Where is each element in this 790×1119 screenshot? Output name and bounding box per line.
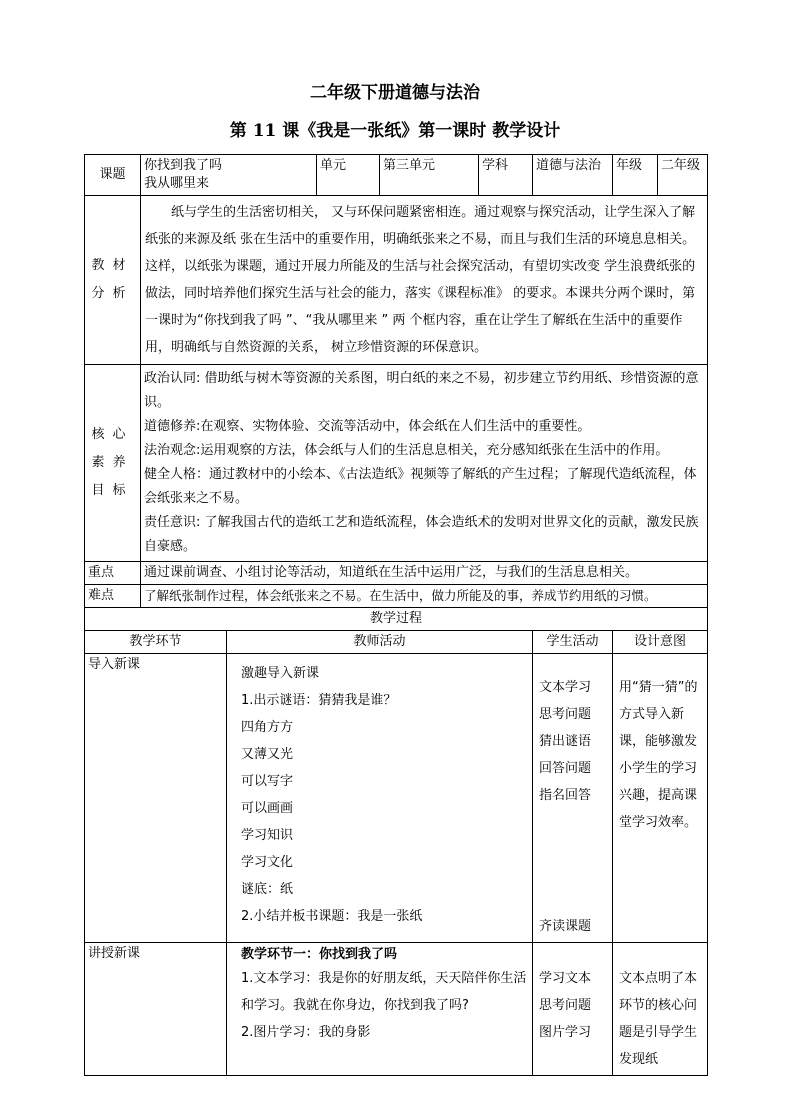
unit-value: 第三单元	[380, 155, 479, 196]
teacher-line: 学习文化	[241, 855, 294, 870]
teacher-line: 1.文本学习：我是你的好朋友纸，天天陪伴你生活和学习。我就在你身边，你找到我了吗?	[241, 971, 527, 1013]
teacher-line: 可以写字	[241, 774, 294, 789]
lesson-title: 第 11 课《我是一张纸》第一课时 教学设计	[229, 121, 561, 141]
grade-value: 二年级	[658, 155, 708, 196]
teacher-line: 谜底：纸	[241, 882, 294, 897]
teacher-line: 又薄又光	[241, 747, 294, 762]
analysis-row	[85, 196, 708, 365]
student-intro	[533, 654, 613, 943]
teacher-line: 1.出示谜语：猜猜我是谁？	[241, 693, 397, 708]
analysis-label: 教材分析	[85, 196, 141, 365]
intent-new: 文本点明了本环节的核心问题是引导学生发现纸	[613, 943, 708, 1076]
goal-item: 道德修养:在观察、实物体验、交流等活动中，体会纸在人们生活中的重要性。	[144, 419, 591, 434]
unit-label: 单元	[317, 155, 380, 196]
subject-label: 学科	[479, 155, 533, 196]
teacher-line: 2.图片学习：我的身影	[241, 1025, 371, 1040]
process-title: 教学过程	[85, 608, 708, 631]
student-line: 思考问题	[539, 998, 592, 1013]
goal-item: 健全人格：通过教材中的小绘本、《古法造纸》视频等了解纸的产生过程；了解现代造纸流程，体会纸张来之不易。	[144, 467, 697, 506]
info-row	[85, 155, 708, 196]
process-header-row	[85, 631, 708, 654]
student-line: 指名回答	[539, 788, 592, 803]
goals-row	[85, 365, 708, 562]
teacher-intro	[227, 654, 533, 943]
document-title: 二年级下册道德与法治	[310, 83, 480, 103]
goal-item: 法治观念:运用观察的方法，体会纸与人们的生活息息相关，充分感知纸张在生活中的作用。	[144, 443, 669, 458]
goals-cell	[141, 365, 708, 562]
header-stage: 教学环节	[85, 631, 227, 654]
teacher-heading: 教学环节一：你找到我了吗	[241, 947, 398, 962]
teacher-line: 激趣导入新课	[241, 666, 320, 681]
student-line: 思考问题	[539, 707, 592, 722]
header-teacher: 教师活动	[227, 631, 533, 654]
student-line: 齐读课题	[539, 919, 592, 934]
lesson-plan-table	[84, 154, 708, 1076]
teacher-line: 学习知识	[241, 828, 294, 843]
process-row-intro	[85, 654, 708, 943]
stage-new: 讲授新课	[85, 943, 227, 1076]
key-point-text: 通过课前调查、小组讨论等活动，知道纸在生活中运用广泛，与我们的生活息息相关。	[141, 562, 708, 585]
header-student: 学生活动	[533, 631, 613, 654]
teacher-line: 2.小结并板书课题：我是一张纸	[241, 909, 423, 924]
stage-intro: 导入新课	[85, 654, 227, 943]
header-intent: 设计意图	[613, 631, 708, 654]
topic-line-1: 你找到我了吗	[144, 158, 223, 173]
student-line: 图片学习	[539, 1025, 592, 1040]
subject-value: 道德与法治	[533, 155, 613, 196]
topic-line-2: 我从哪里来	[144, 176, 210, 191]
grade-label: 年级	[613, 155, 658, 196]
intent-intro: 用“猜一猜”的方式导入新课，能够激发小学生的学习兴趣，提高课堂学习效率。	[613, 654, 708, 943]
goal-item: 政治认同: 借助纸与树木等资源的关系图，明白纸的来之不易，初步建立节约用纸、珍惜资源的意识。	[144, 371, 699, 410]
process-title-row	[85, 608, 708, 631]
student-line: 猜出谜语	[539, 734, 592, 749]
key-point-row	[85, 562, 708, 585]
difficulty-label: 难点	[85, 585, 141, 608]
analysis-text: 纸与学生的生活密切相关， 又与环保问题紧密相连。通过观察与探究活动，让学生深入了解纸张的来源及纸 张在生活中的重要作用，明确纸张来之不易，而且与我们生活的环境息息相关。 这样，以纸张为课题，通过开展力所能及的生活与社会探究活动，有望切实改变 学生浪费纸张的做法，同时培养他们探究生活与社会的能力，落实《课程标准》 的要求。本课共分两个课时，第一课时为“你找到我了吗 ”、“我从哪里来 ” 两 个框内容，重在让学生了解纸在生活中的重要作用，明确纸与自然资源的关系， 树立珍惜资源的环保意识。	[141, 196, 708, 365]
student-line: 回答问题	[539, 761, 592, 776]
student-line: 学习文本	[539, 971, 592, 986]
student-line: 文本学习	[539, 680, 592, 695]
difficulty-text: 了解纸张制作过程，体会纸张来之不易。在生活中，做力所能及的事，养成节约用纸的习惯。	[141, 585, 708, 608]
key-point-label: 重点	[85, 562, 141, 585]
process-row-new	[85, 943, 708, 1076]
spacer	[539, 809, 609, 913]
topic-cell	[141, 155, 317, 196]
student-new	[533, 943, 613, 1076]
topic-label: 课题	[85, 155, 141, 196]
goals-label: 核心素养目标	[85, 365, 141, 562]
goal-item: 责任意识: 了解我国古代的造纸工艺和造纸流程，体会造纸术的发明对世界文化的贡献，激发民族自豪感。	[144, 515, 699, 554]
teacher-line: 四角方方	[241, 720, 294, 735]
teacher-new	[227, 943, 533, 1076]
difficulty-row	[85, 585, 708, 608]
teacher-line: 可以画画	[241, 801, 294, 816]
